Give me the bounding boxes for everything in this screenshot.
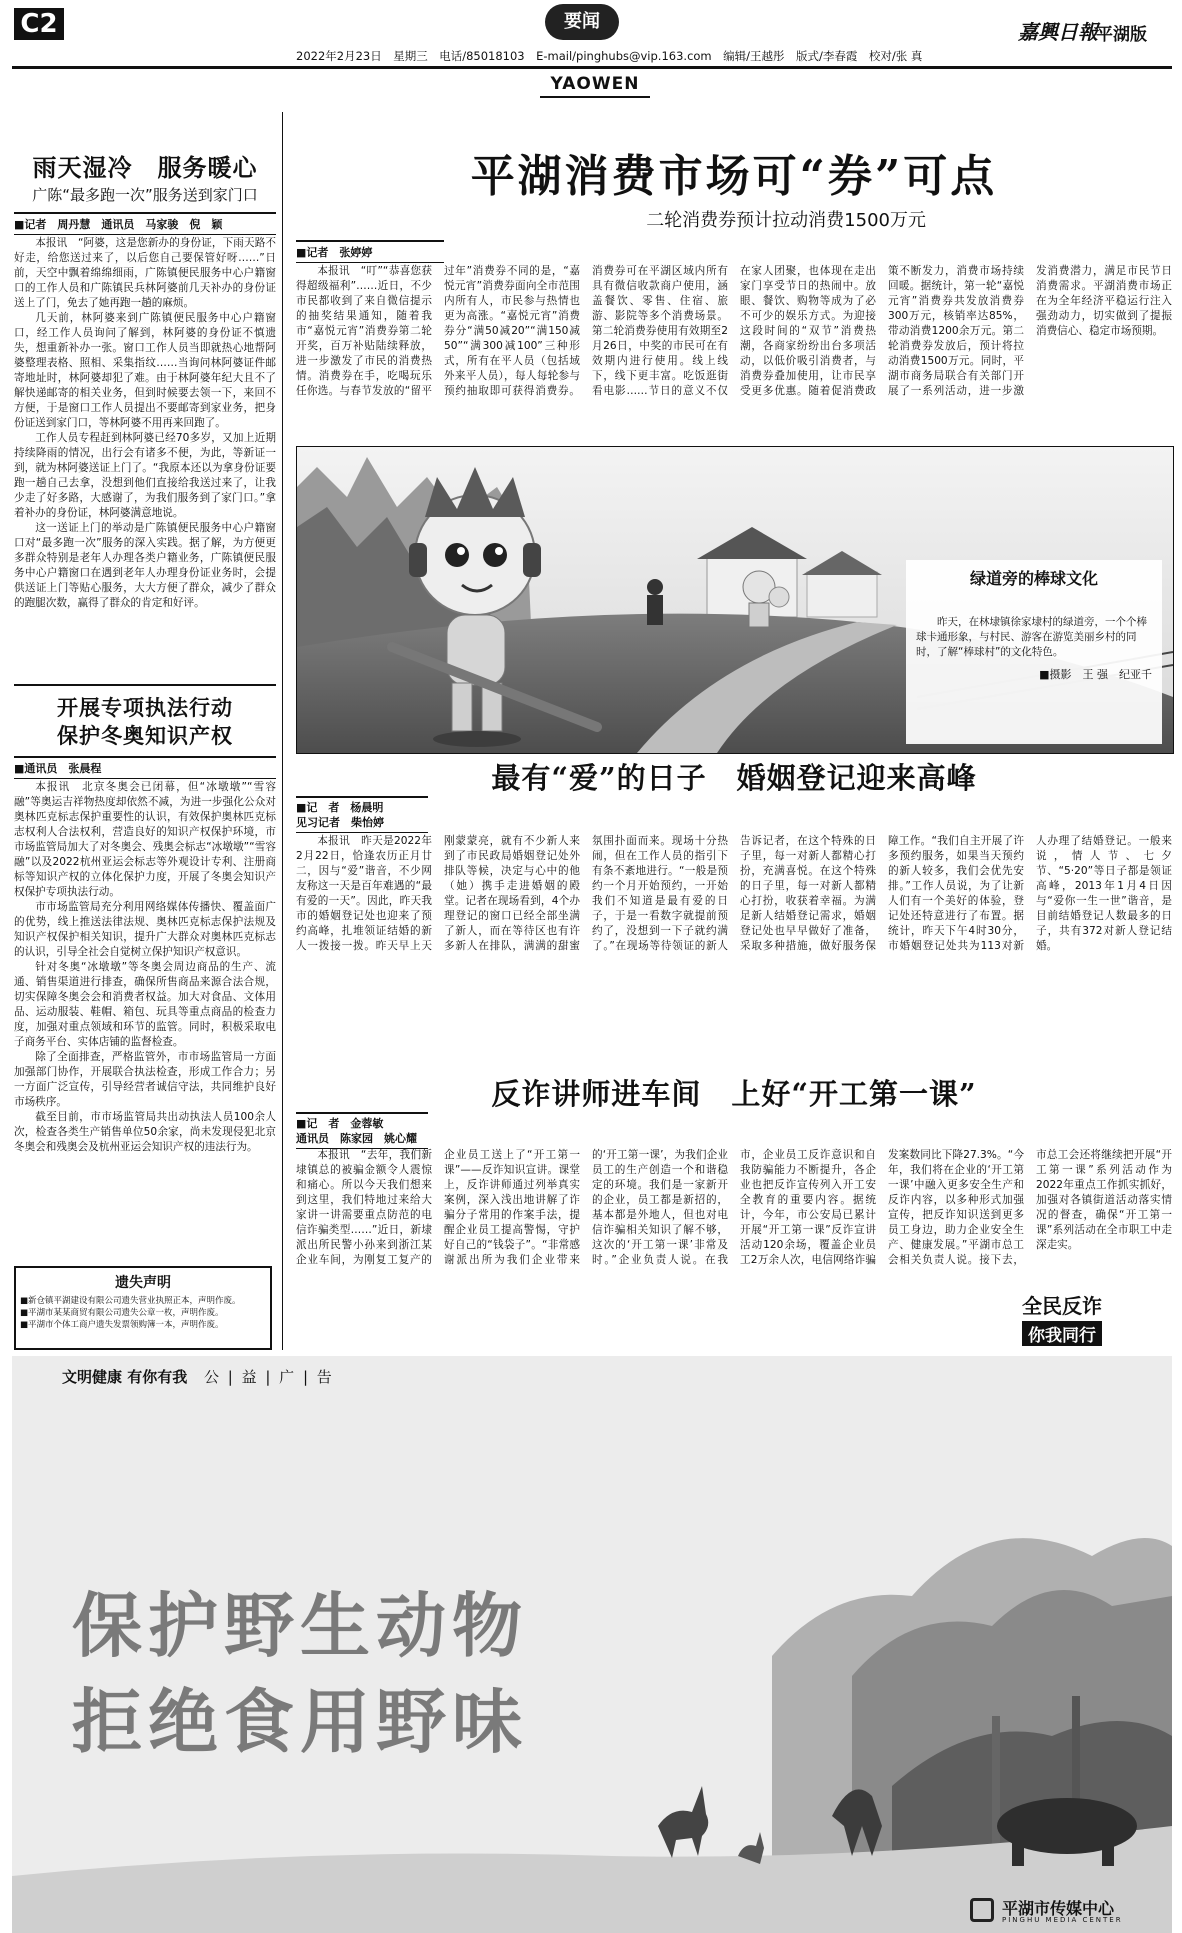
paragraph: 本报讯 “去年，我们新埭镇总的被骗金额令人震惊和痛心。所以今天我们想来到这里，我们特地过来给大家讲一讲需要重点防范的电信诈骗类型……”近日，新埭派出所民警小孙来到浙江某企业车间，为刚复工复产的企业员工送上了“开工第一课”——反诈知识宣讲。课堂上，反诈讲师通过列举真实案例，深入浅出地讲解了诈骗分子常用的作案手法，提醒企业员工提高警惕，守护好自己的“钱袋子”。“非常感谢派出所为我们企业带来的‘开工第一课’，为我们企业员工的生产创造一个和谐稳定的环境。我们是一家新开的企业，员工都是新招的，基本都是外地人，但也对电信诈骗相关知识了解不够，这次的‘开工第一课’非常及时。”企业负责人说。在我市，企业员工反诈意识和自我防骗能力不断提升，各企业也把反诈宣传列入开工安全教育的重要内容。据统计，今年，市公安局已累计开展“开工第一课”反诈宣讲活动120余场，覆盖企业员工2万余人次，电信网络诈骗发案数同比下降27.3%。“今年，我们将在企业的‘开工第一课’中融入更多安全生产和反诈内容，以多种形式加强宣传，把反诈知识送到更多员工身边，助力企业安全生产、健康发展。”平湖市总工会相关负责人说。接下去，市总工会还将继续把开展“开工第一课”系列活动作为2022年重点工作抓实抓好，加强对各镇街道活动落实情况的督查，确保“开工第一课”系列活动在全市职工中走深走实。 — [296, 1149, 1172, 1266]
paragraph: 本报讯 北京冬奥会已闭幕，但“冰墩墩”“雪容融”等奥运吉祥物热度却依然不减，为进一步强化公众对奥林匹克标志保护重要性的认识，有效保护奥林匹克标志权利人合法权利，营造良好的知识产权保护环境，市市场监管局加大了对冬奥会、残奥会标志“冰墩墩”“雪容融”以及2022杭州亚运会标志等外观设计专利、注册商标等知识产权的立体化保护力度，开展了冬奥会知识产权保护专项执法行动。 — [14, 781, 276, 898]
section-english: YAOWEN — [550, 74, 640, 94]
notice-line: ■新仓镇平湖建设有限公司遗失营业执照正本，声明作废。 — [20, 1296, 241, 1306]
article-byline: ■记者 周丹慧 通讯员 马家骏 倪 颖 — [14, 212, 276, 235]
notice-line: ■平湖市某某商贸有限公司遗失公章一枚，声明作废。 — [20, 1308, 224, 1318]
paragraph: 几天前，林阿婆来到广陈镇便民服务中心户籍窗口，经工作人员询问了解到，林阿婆的身份证不慎遗失，想重新补办一张。窗口工作人员当即就热心地帮阿婆整理表格、照相、采集指纹……当询问林阿婆证件邮寄地址时，林阿婆却犯了难。由于林阿婆年纪大且不了解快递邮寄的相关业务，但到时候要去领一下，来回不方便，于是窗口工作人员提出不要邮寄到家业务，把身份证送到家门口，等林阿婆不用再来回跑了。 — [14, 312, 276, 429]
logo-mark-icon — [970, 1898, 994, 1922]
section-logo: 要闻 — [545, 4, 619, 40]
media-center-name: 平湖市传媒中心 — [1002, 1899, 1115, 1918]
media-center-logo — [970, 1896, 1160, 1928]
paragraph: 本报讯 “阿婆，这是您新办的身份证，下雨天路不好走，给您送过来了，以后您自己要保管好呀……”日前，天空中飘着绵绵细雨，广陈镇便民服务中心户籍窗口的工作人员和广陈镇民兵林阿婆前几天补办的身份证送上了门，免去了她再跑一趟的麻烦。 — [14, 237, 276, 309]
byline-line: 见习记者 柴怡婷 — [296, 816, 384, 829]
byline-line: 通讯员 陈家园 姚心耀 — [296, 1132, 417, 1145]
article-subtitle: 广陈“最多跑一次”服务送到家门口 — [32, 186, 258, 204]
lead-byline: ■记者 张婷婷 — [296, 240, 444, 263]
paragraph: 截至目前，市市场监管局共出动执法人员100余人次，检查各类生产销售单位50余家，尚未发现侵犯北京冬奥会和残奥会及杭州亚运会知识产权的违法行为。 — [14, 1111, 276, 1153]
photo-caption-box — [906, 560, 1162, 744]
paragraph: 本报讯 “叮”“恭喜您获得超级福利”……近日，不少市民都收到了来自微信提示的抽奖结果通知，随着我市“嘉悦元宵”消费券第二轮开奖，百万补贴陆续释放，进一步激发了市民的消费热情。消费券在手，吃喝玩乐任你选。与春节发放的“留平过年”消费券不同的是，“嘉悦元宵”消费券面向全市范围内所有人，市民参与热情也更为高涨。“嘉悦元宵”消费券分“满50减20”“满150减50”“满300减100”三种形式，所有在平人员（包括域外来平人员），每人每轮参与预约抽取即可获得消费券。消费券可在平湖区域内所有具有微信收款商户使用，涵盖餐饮、零售、住宿、旅游、影院等多个消费场景。第二轮消费券使用有效期至2月26日，中奖的市民可在有效期内进行使用。线上线下，线下更丰富。吃饭逛街看电影……节日的意义不仅在家人团聚，也体现在走出家门享受节日的热闹中。放眼、餐饮、购物等成为了必不可少的娱乐方式。为迎接这段时间的“双节”消费热潮，各商家纷纷出台多项活动，以低价吸引消费者，与消费券叠加使用，让市民享受更多优惠。随着促消费政策不断发力，消费市场持续回暖。据统计，第一轮“嘉悦元宵”消费券共发放消费券300万元，核销率达85%，带动消费1200余万元。第二轮消费券发放后，预计将拉动消费1500万元。同时，平湖市商务局联合有关部门开展了一系列活动，进一步激发消费潜力，满足市民节日消费需求。平湖消费市场正在为全年经济平稳运行注入强劲动力，切实做到了提振消费信心、稳定市场预期。 — [296, 265, 1172, 397]
article-title: 雨天湿冷 服务暖心 — [32, 153, 258, 182]
paragraph: 除了全面排查，严格监管外，市市场监管局一方面加强部门协作，开展联合执法检查，形成工作合力；另一方面广泛宣传，引导经营者诚信守法，共同维护良好市场秩序。 — [14, 1051, 276, 1108]
lead-subtitle: 二轮消费券预计拉动消费1500万元 — [646, 210, 926, 231]
page-number-badge: C2 — [14, 8, 64, 40]
article-body — [14, 780, 276, 1260]
title-line: 保护冬奥知识产权 — [57, 723, 233, 748]
edition-label: 平湖版 — [1096, 25, 1147, 45]
paragraph: 工作人员专程赶到林阿婆已经70多岁，又加上近期持续降雨的情况，出行会有诸多不便，为此，等新证一到，就为林阿婆送证上门了。“我原本还以为拿身份证要跑一趟自己去拿，没想到他们直接给我送过来了，让我少走了好多路，大感谢了，为我们服务到了家门口。”拿着补办的身份证，林阿婆满意地说。 — [14, 432, 276, 519]
ad-headline — [72, 1578, 528, 1770]
antifraud-byline — [296, 1112, 428, 1149]
public-service-ad — [12, 1356, 1172, 1933]
ad-headline-line: 拒绝食用野味 — [72, 1680, 528, 1763]
antifraud-title: 反诈讲师进车间 上好“开工第一课” — [491, 1077, 977, 1111]
antifraud-badge — [1022, 1290, 1168, 1346]
date-line: 2022年2月23日 星期三 电话/85018103 E-mail/pinghubs@vip.163.com 编辑/王越彤 版式/李春霞 校对/张 真 — [296, 49, 923, 63]
masthead-rule — [12, 66, 1172, 69]
ad-slogan: 文明健康 有你有我 — [62, 1368, 188, 1386]
byline-line: ■记 者 杨晨明 — [296, 801, 384, 814]
badge-line: 全民反诈 — [1022, 1294, 1102, 1318]
masthead-rule-thin — [540, 96, 650, 98]
article-separator — [14, 684, 276, 686]
marriage-byline — [296, 796, 428, 833]
photo-credit: ■摄影 王 强 纪亚千 — [1039, 668, 1152, 681]
ad-tag: 公 | 益 | 广 | 告 — [204, 1368, 334, 1386]
paragraph: 针对冬奥“冰墩墩”等冬奥会周边商品的生产、流通、销售渠道进行排查，确保所售商品来源合法合规，切实保障冬奥会会和消费者权益。加大对食品、文体用品、运动服装、鞋帽、箱包、玩具等重点商品的检查力度，加强对重点领域和环节的监管。同时，积极采取电子商务平台、实体店铺的监督检查。 — [14, 961, 276, 1048]
paragraph: 这一送证上门的举动是广陈镇便民服务中心户籍窗口对“最多跑一次”服务的深入实践。据了解，为方便更多群众特别是老年人办理各类户籍业务，广陈镇便民服务中心户籍窗口在遇到老年人办理身份证业务时，会提供送证上门等贴心服务，大大方便了群众，减少了群众的跑腿次数，赢得了群众的肯定和好评。 — [14, 522, 276, 609]
marriage-body — [296, 834, 1172, 1066]
byline-line: ■记 者 金蓉敏 — [296, 1117, 384, 1130]
photo-caption: 昨天，在林埭镇徐家埭村的绿道旁，一个个棒球卡通形象，与村民、游客在游览美丽乡村的同时，了解“棒球村”的文化特色。 — [916, 616, 1147, 658]
lead-body — [296, 264, 1172, 436]
left-column-divider — [282, 112, 283, 1350]
title-line: 开展专项执法行动 — [57, 695, 233, 720]
paper-name: 嘉興日報 — [1018, 20, 1098, 44]
notice-line: ■平湖市个体工商户遗失发票领购簿一本，声明作废。 — [20, 1320, 224, 1330]
lost-notice-box — [14, 1266, 272, 1350]
paragraph: 本报讯 昨天是2022年2月22日，恰逢农历正月廿二，因与“爱”谐音，不少网友称这一天是百年难遇的“最有爱的一天”。因此，昨天我市的婚姻登记处也迎来了预约高峰，扎堆领证结婚的新人一拨接一拨。昨天早上天刚蒙蒙亮，就有不少新人来到了市民政局婚姻登记处外排队等候，决定与心中的他（她）携手走进婚姻的殿堂。记者在现场看到，4个办理登记的窗口已经全部坐满了新人，而在等待区也有许多新人在排队，满满的甜蜜氛围扑面而来。现场十分热闹，但在工作人员的指引下有条不紊地进行。“一般是预约一个月开始预约，一开始我们不知道是最有爱的日子，于是一看数字就提前预约了，没想到一下子就约满了。”在现场等待领证的新人告诉记者，在这个特殊的日子里，每一对新人都精心打扮，充满喜悦。在这个特殊的日子里，每一对新人都精心打扮，收获着幸福。为满足新人结婚登记需求，婚姻登记处也早早做好了准备，采取多种措施，做好服务保障工作。“我们自主开展了许多预约服务，如果当天预约的新人较多，我们会优先安排。”工作人员说，为了让新人们有一个美好的体验，登记处还特意进行了布置。据统计，昨天下午4时30分，市婚姻登记处共为113对新人办理了结婚登记。一般来说，情人节、七夕节、“5·20”等日子都是领证高峰，2013年1月4日因与“爱你一生一世”谐音，是目前结婚登记人数最多的日子，共有372对新人登记结婚。 — [296, 835, 1172, 952]
notice-title: 遗失声明 — [115, 1275, 171, 1291]
paragraph: 市市场监管局充分利用网络媒体传播快、覆盖面广的优势，线上推送法律法规、奥林匹克标志保护法规及知识产权保护相关知识，提升广大群众对奥林匹克标志的认识，引导全社会自觉树立保护知识产权意识。 — [14, 901, 276, 958]
ad-headline-line: 保护野生动物 — [72, 1584, 528, 1667]
badge-line: 你我同行 — [1022, 1321, 1102, 1346]
article-title — [14, 694, 276, 750]
media-center-english: PINGHU MEDIA CENTER — [1002, 1916, 1123, 1924]
article-byline: ■通讯员 张晨程 — [14, 756, 276, 779]
lead-title: 平湖消费市场可“券”可点 — [470, 151, 998, 202]
marriage-title: 最有“爱”的日子 婚姻登记迎来高峰 — [491, 761, 977, 795]
article-body — [14, 236, 276, 676]
photo-title: 绿道旁的棒球文化 — [969, 569, 1098, 588]
